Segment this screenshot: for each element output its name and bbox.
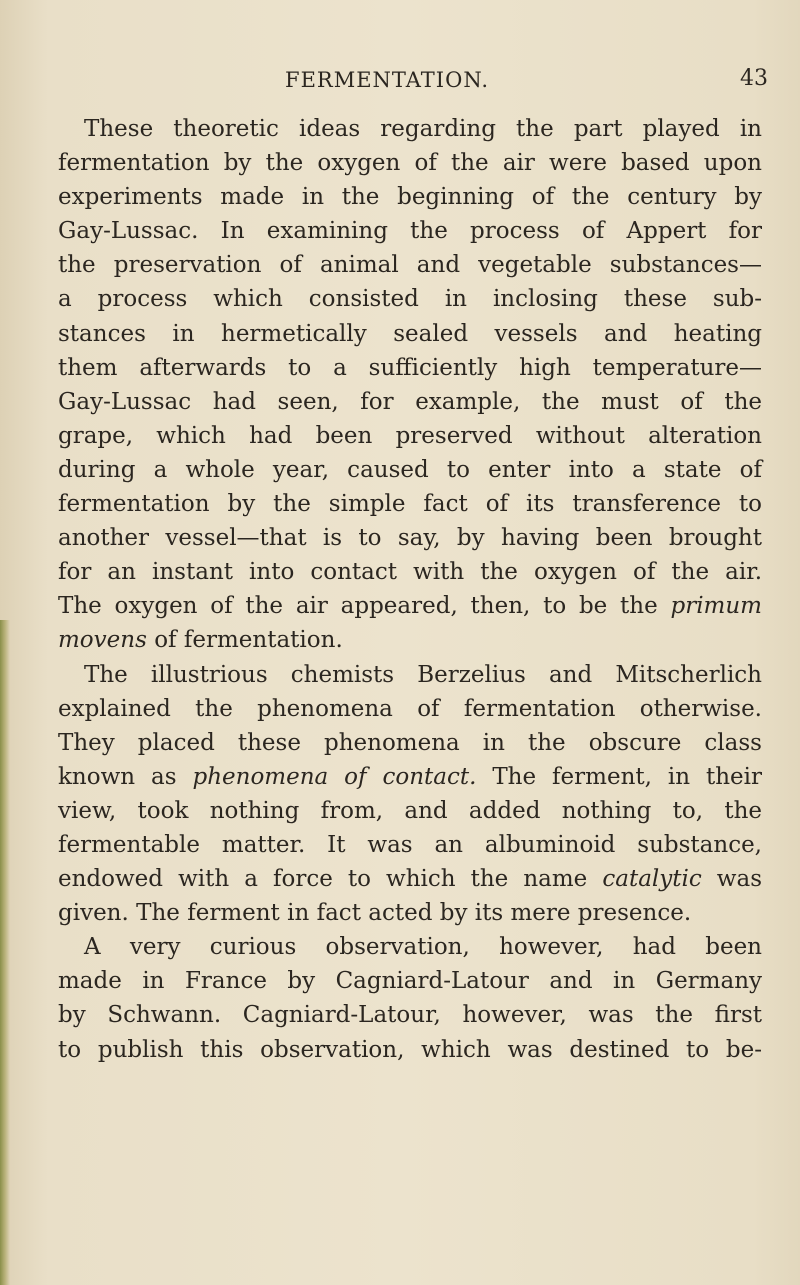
italic-term: phenomena of contact. [192, 763, 477, 790]
text-line [58, 623, 762, 657]
paragraph-1 [58, 112, 762, 658]
binding-shadow [0, 620, 10, 1285]
italic-term: movens [58, 627, 147, 654]
text-line: fermentable matter. It was an albuminoid substance, [58, 831, 762, 858]
italic-term: catalytic [602, 866, 702, 893]
text-run: The ferment, in their [476, 763, 762, 790]
running-head: FERMENTATION. [285, 68, 490, 92]
text-line: to publish this observation, which was destined to be- [58, 1036, 762, 1063]
text-line: explained the phenomena of fermentation otherwise. [58, 695, 762, 722]
text-line: stances in hermetically sealed vessels and heating [58, 320, 762, 347]
text-line: during a whole year, caused to enter into a state of [58, 456, 762, 483]
italic-term: primum [670, 593, 762, 620]
text-line: Gay-Lussac. In examining the process of Appert for [58, 218, 762, 245]
text-run: The oxygen of the air appeared, then, to be the [58, 593, 671, 620]
text-line: them afterwards to a sufficiently high temperature— [58, 354, 762, 381]
text-line: Gay-Lussac had seen, for example, the must of the [58, 388, 762, 415]
text-line: fermentation by the simple fact of its transference to [58, 491, 762, 518]
paragraph-3 [58, 930, 762, 1066]
text-line: view, took nothing from, and added nothing to, the [58, 797, 762, 824]
text-line: The illustrious chemists Berzelius and Mitscherlich [84, 661, 762, 688]
text-line: for an instant into contact with the oxygen of the air. [58, 559, 762, 586]
text-line: These theoretic ideas regarding the part played in [84, 116, 762, 142]
text-line: a process which consisted in inclosing these sub- [58, 286, 762, 313]
text-line: grape, which had been preserved without alteration [58, 422, 762, 449]
text-line: the preservation of animal and vegetable substances— [58, 252, 762, 279]
paragraph-2 [58, 658, 762, 931]
text-line: A very curious observation, however, had been [84, 934, 762, 961]
text-run: known as [58, 763, 193, 790]
page-header [0, 64, 800, 98]
text-line: made in France by Cagniard-Latour and in Germany [58, 968, 762, 995]
text-run: endowed with a force to which the name [58, 866, 603, 893]
text-line [58, 589, 762, 623]
text-line: by Schwann. Cagniard-Latour, however, was the first [58, 1002, 762, 1029]
text-run: was [701, 866, 763, 893]
text-line [58, 760, 762, 794]
text-line: fermentation by the oxygen of the air were based upon [58, 150, 762, 177]
text-line: experiments made in the beginning of the century by [58, 184, 762, 211]
text-line [58, 862, 762, 896]
text-line: given. The ferment in fact acted by its mere presence. [58, 900, 692, 927]
text-line: They placed these phenomena in the obscure class [58, 729, 762, 756]
text-run: of fermentation. [146, 627, 343, 654]
page-number: 43 [740, 66, 768, 91]
body-text [58, 112, 762, 1067]
text-line: another vessel—that is to say, by having been brought [58, 525, 762, 552]
